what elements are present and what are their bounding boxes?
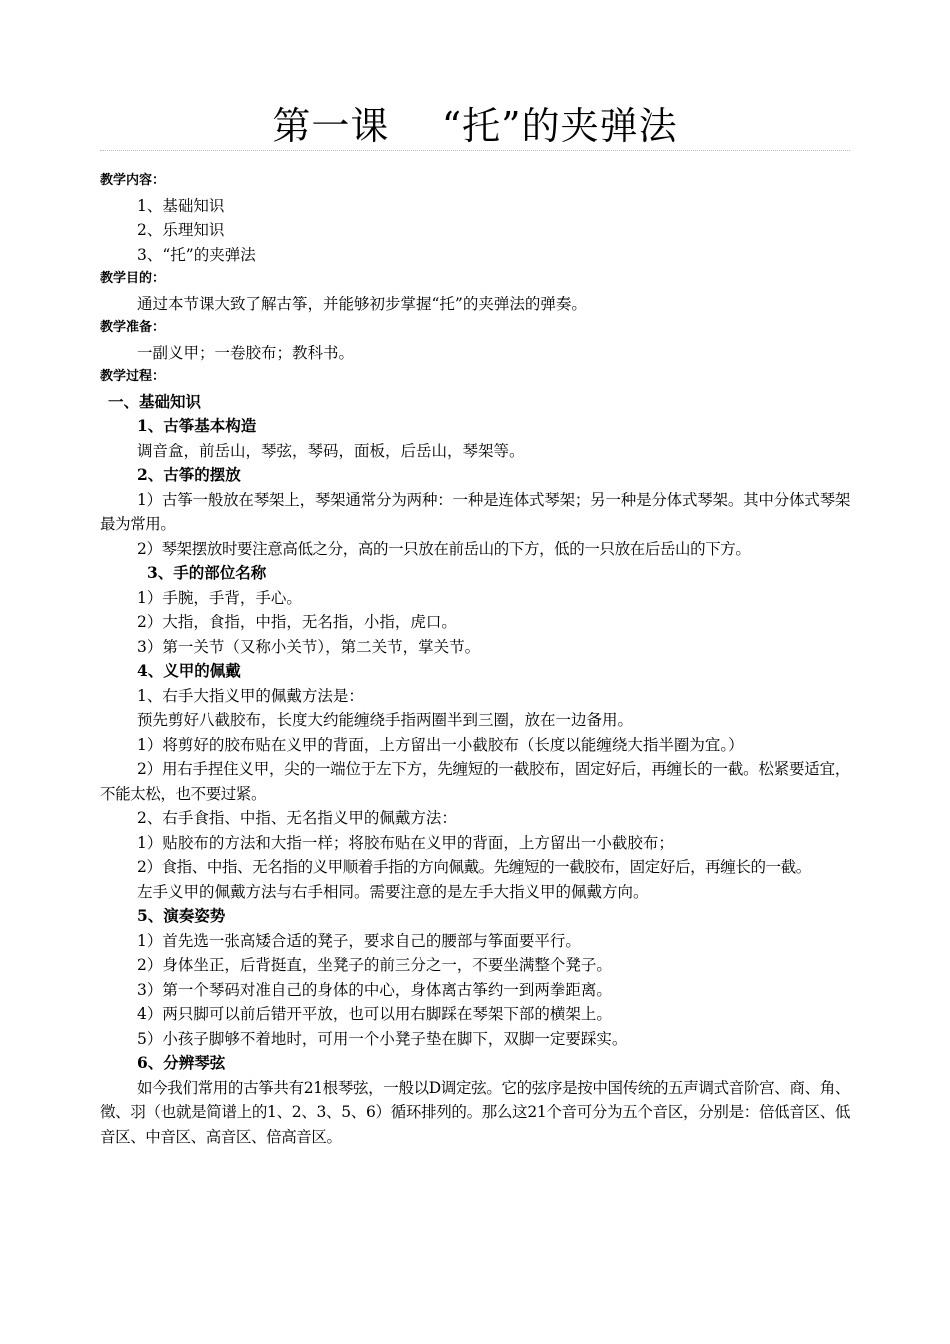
list-item: 1）首先选一张高矮合适的凳子，要求自己的腰部与筝面要平行。 (137, 931, 581, 950)
list-item: 5）小孩子脚够不着地时，可用一个小凳子垫在脚下，双脚一定要踩实。 (137, 1029, 628, 1048)
paragraph: 2）琴架摆放时要注意高低之分，高的一只放在前岳山的下方，低的一只放在后岳山的下方。 (137, 539, 751, 558)
page-title: 第一课 “托”的夹弹法 (272, 104, 678, 148)
list-item: 2）身体坐正，后背挺直，坐凳子的前三分之一，不要坐满整个凳子。 (137, 956, 612, 974)
teaching-content-label: 教学内容： (100, 173, 166, 188)
teaching-process-label: 教学过程： (100, 369, 166, 384)
list-item: 2）大指，食指，中指，无名指，小指，虎口。 (137, 613, 457, 631)
section-heading: 4、义甲的佩戴 (137, 661, 241, 680)
paragraph: 2）食指、中指、无名指的义甲顺着手指的方向佩戴。先缠短的一截胶布，固定好后，再缠长的一截。 (137, 858, 811, 876)
title-divider (100, 150, 850, 151)
section-heading: 2、古筝的摆放 (137, 465, 241, 484)
document-body (100, 169, 850, 1149)
list-item: 4）两只脚可以前后错开平放，也可以用右脚踩在琴架下部的横架上。 (137, 1005, 612, 1023)
list-item: 1）手腕，手背，手心。 (137, 588, 302, 607)
paragraph: 调音盒，前岳山，琴弦，琴码，面板，后岳山，琴架等。 (137, 441, 525, 460)
teaching-goal-text: 通过本节课大致了解古筝，并能够初步掌握“托”的夹弹法的弹奏。 (137, 294, 587, 313)
list-item: 3）第一个琴码对准自己的身体的中心，身体离古筝约一到两拳距离。 (137, 980, 612, 999)
teaching-prep-text: 一副义甲；一卷胶布；教科书。 (137, 343, 355, 362)
list-item: 3）第一关节（又称小关节），第二关节，掌关节。 (137, 637, 481, 656)
paragraph: 如今我们常用的古筝共有21根琴弦，一般以D调定弦。它的弦序是按中国传统的五声调式音阶宫、商、角、徵、羽（也就是简谱上的1、2、3、5、6）循环排列的。那么这21个音可分为五个音区，分别是：倍低音区、低音区、中音区、高音区、倍高音区。 (100, 1078, 850, 1146)
teaching-goal-label: 教学目的： (100, 271, 166, 286)
paragraph: 2、右手食指、中指、无名指义甲的佩戴方法： (137, 809, 457, 827)
paragraph: 1、右手大指义甲的佩戴方法是： (137, 686, 364, 705)
part-heading: 一、基础知识 (108, 391, 202, 411)
list-item: 3、“托”的夹弹法 (137, 245, 256, 264)
paragraph: 1）将剪好的胶布贴在义甲的背面，上方留出一小截胶布（长度以能缠绕大指半圈为宜。） (137, 735, 744, 754)
paragraph: 左手义甲的佩戴方法与右手相同。需要注意的是左手大指义甲的佩戴方向。 (137, 882, 649, 901)
section-heading: 5、演奏姿势 (137, 906, 226, 925)
paragraph: 预先剪好八截胶布，长度大约能缠绕手指两圈半到三圈，放在一边备用。 (137, 711, 634, 729)
paragraph: 1）贴胶布的方法和大指一样；将胶布贴在义甲的背面，上方留出一小截胶布； (137, 833, 674, 852)
list-item: 1、基础知识 (137, 196, 225, 215)
section-heading: 3、手的部位名称 (147, 563, 267, 582)
paragraph: 2）用右手捏住义甲，尖的一端位于左下方，先缠短的一截胶布，固定好后，再缠长的一截。松紧要适宜，不能太松，也不要过紧。 (100, 760, 850, 803)
paragraph: 1）古筝一般放在琴架上，琴架通常分为两种：一种是连体式琴架；另一种是分体式琴架。其中分体式琴架最为常用。 (100, 490, 850, 533)
list-item: 2、乐理知识 (137, 221, 225, 239)
teaching-prep-label: 教学准备： (100, 320, 166, 335)
section-heading: 6、分辨琴弦 (137, 1053, 226, 1072)
section-heading: 1、古筝基本构造 (137, 416, 257, 435)
